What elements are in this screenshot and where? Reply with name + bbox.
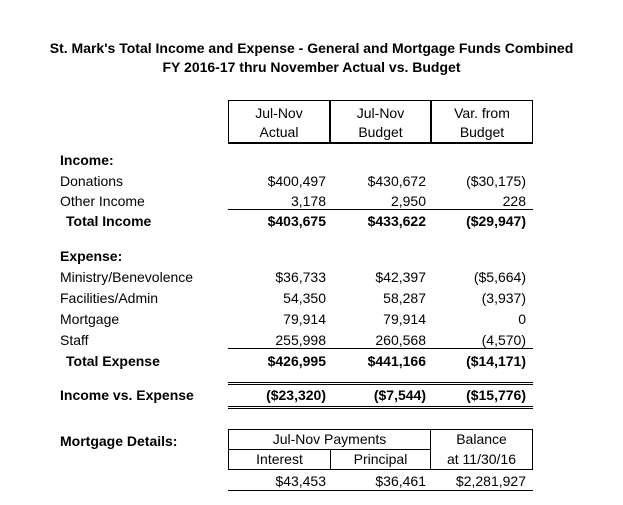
income-heading: Income: xyxy=(60,152,114,168)
cell-variance: (3,937) xyxy=(481,290,526,306)
total-income-variance: ($29,947) xyxy=(466,213,526,229)
net-bottom-rule xyxy=(228,406,533,409)
header-budget xyxy=(330,100,431,144)
mortgage-bottom-rule xyxy=(228,490,533,491)
net-budget: ($7,544) xyxy=(373,387,426,403)
cell-actual: 79,914 xyxy=(283,311,326,327)
cell-actual: 255,998 xyxy=(275,332,326,348)
interest-value: $43,453 xyxy=(275,473,326,489)
cell-variance: 228 xyxy=(502,193,526,209)
expense-heading: Expense: xyxy=(60,248,123,264)
balance-header-line1: Balance xyxy=(456,431,507,447)
total-income-actual: $403,675 xyxy=(267,213,326,229)
header-variance xyxy=(431,100,533,144)
total-expense-actual: $426,995 xyxy=(267,353,326,369)
row-label: Ministry/Benevolence xyxy=(60,269,194,285)
cell-actual: 3,178 xyxy=(290,193,326,209)
cell-budget: $430,672 xyxy=(367,173,426,189)
total-expense-variance: ($14,171) xyxy=(466,353,526,369)
cell-actual: $36,733 xyxy=(275,269,326,285)
principal-header: Principal xyxy=(353,451,408,467)
report-subtitle: FY 2016-17 thru November Actual vs. Budget xyxy=(162,59,461,75)
cell-budget: 2,950 xyxy=(390,193,426,209)
total-expense-budget: $441,166 xyxy=(367,353,426,369)
header-actual xyxy=(228,100,330,144)
income-subtotal-rule xyxy=(228,209,533,210)
cell-budget: 79,914 xyxy=(383,311,426,327)
total-income-label: Total Income xyxy=(66,213,152,229)
header-actual-line2: Actual xyxy=(259,124,299,140)
balance-value: $2,281,927 xyxy=(455,473,526,489)
row-label: Other Income xyxy=(60,193,145,209)
total-income-budget: $433,622 xyxy=(367,213,426,229)
header-budget-line1: Jul-Nov xyxy=(356,105,405,121)
cell-budget: $42,397 xyxy=(375,269,426,285)
header-actual-line1: Jul-Nov xyxy=(255,105,303,121)
principal-value: $36,461 xyxy=(375,473,426,489)
cell-variance: (4,570) xyxy=(481,332,526,348)
header-variance-line2: Budget xyxy=(459,124,505,140)
net-actual: ($23,320) xyxy=(266,387,326,403)
net-variance: ($15,776) xyxy=(466,387,526,403)
header-variance-line1: Var. from xyxy=(454,105,510,121)
row-label: Staff xyxy=(60,332,89,348)
cell-variance: 0 xyxy=(518,311,526,327)
cell-variance: ($30,175) xyxy=(466,173,526,189)
balance-header-line2: at 11/30/16 xyxy=(446,451,517,467)
cell-actual: $400,497 xyxy=(267,173,326,189)
expense-subtotal-rule xyxy=(228,348,533,349)
net-label: Income vs. Expense xyxy=(60,387,194,403)
cell-actual: 54,350 xyxy=(283,290,326,306)
row-label: Mortgage xyxy=(60,311,120,327)
mortgage-label: Mortgage Details: xyxy=(60,433,178,449)
cell-variance: ($5,664) xyxy=(473,269,526,285)
row-label: Donations xyxy=(60,173,124,189)
interest-header: Interest xyxy=(256,451,303,467)
total-expense-label: Total Expense xyxy=(66,353,160,369)
net-top-rule xyxy=(228,382,533,385)
payments-header: Jul-Nov Payments xyxy=(272,431,387,447)
report-title: St. Mark's Total Income and Expense - General and Mortgage Funds Combined xyxy=(49,40,574,56)
cell-budget: 260,568 xyxy=(375,332,426,348)
header-budget-line2: Budget xyxy=(358,124,403,140)
row-label: Facilities/Admin xyxy=(60,290,159,306)
cell-budget: 58,287 xyxy=(383,290,426,306)
